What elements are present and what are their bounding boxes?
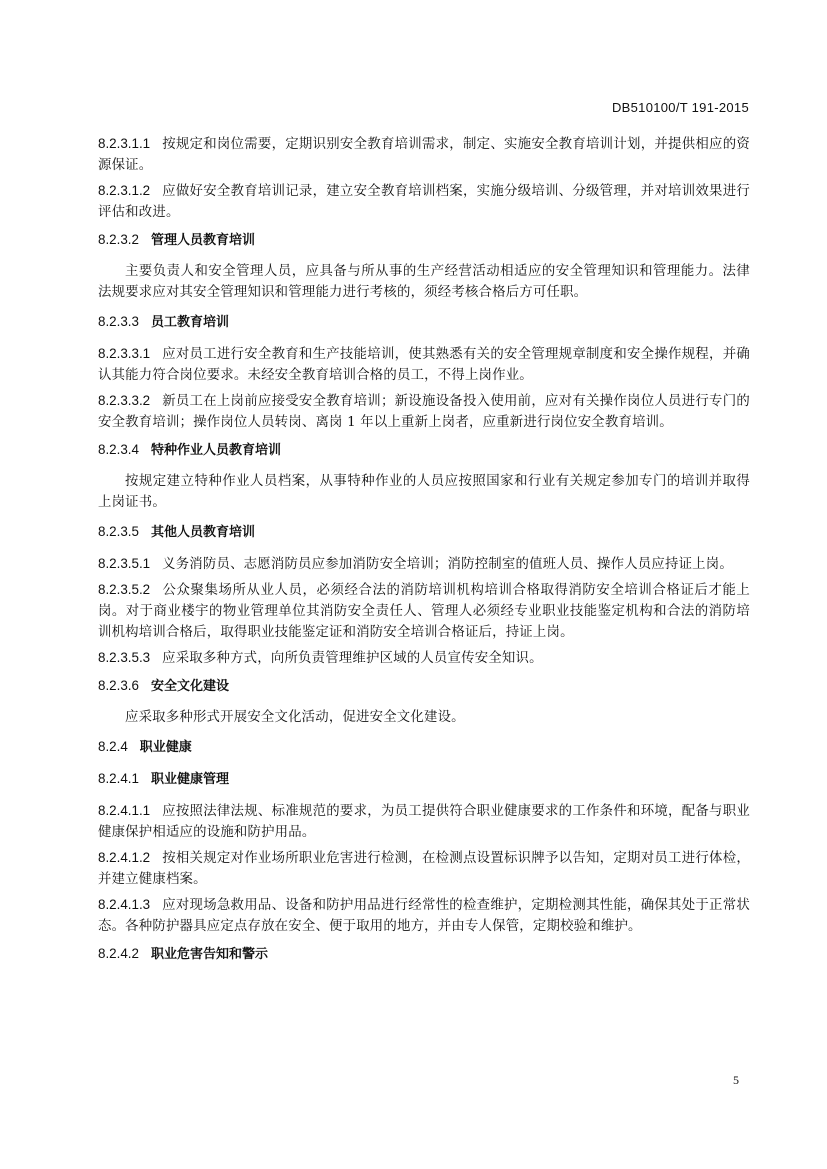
heading-number: 8.2.3.6 bbox=[98, 678, 139, 693]
heading-number: 8.2.4 bbox=[98, 739, 128, 754]
heading-title: 职业危害告知和警示 bbox=[150, 947, 268, 962]
body-paragraph: 按规定建立特种作业人员档案，从事特种作业的人员应按照国家和行业有关规定参加专门的培训并取得上岗证书。 bbox=[98, 474, 750, 510]
clause-8-2-3-3-1 bbox=[98, 343, 750, 386]
section-heading-8-2-3-3 bbox=[98, 311, 750, 333]
body-paragraph: 主要负责人和安全管理人员，应具备与所从事的生产经营活动相适应的安全管理知识和管理能力。法律法规要求应对其安全管理知识和管理能力进行考核的，须经考核合格后方可任职。 bbox=[98, 264, 750, 300]
section-heading-8-2-3-5 bbox=[98, 521, 750, 543]
clause-text: 义务消防员、志愿消防员应参加消防安全培训；消防控制室的值班人员、操作人员应持证上岗。 bbox=[162, 557, 733, 572]
clause-8-2-4-1-1 bbox=[98, 800, 750, 843]
heading-number: 8.2.3.4 bbox=[98, 442, 139, 457]
clause-number: 8.2.3.1.1 bbox=[98, 136, 151, 151]
clause-text: 应对现场急救用品、设备和防护用品进行经常性的检查维护，定期检测其性能，确保其处于正常状态。各种防护器具应定点存放在安全、便于取用的地方，并由专人保管，定期校验和维护。 bbox=[98, 898, 750, 934]
document-body bbox=[98, 133, 750, 975]
heading-number: 8.2.3.3 bbox=[98, 314, 139, 329]
section-heading-8-2-4 bbox=[98, 736, 750, 758]
clause-text: 按相关规定对作业场所职业危害进行检测，在检测点设置标识牌予以告知，定期对员工进行体检，并建立健康档案。 bbox=[98, 851, 750, 887]
clause-number: 8.2.3.3.1 bbox=[98, 346, 151, 361]
header-rule bbox=[98, 124, 749, 125]
clause-text: 应按照法律法规、标准规范的要求，为员工提供符合职业健康要求的工作条件和环境，配备与职业健康保护相适应的设施和防护用品。 bbox=[98, 804, 750, 840]
clause-number: 8.2.3.5.3 bbox=[98, 650, 151, 665]
clause-8-2-3-1-2 bbox=[98, 180, 750, 223]
heading-title: 管理人员教育培训 bbox=[150, 233, 255, 248]
heading-title: 安全文化建设 bbox=[150, 679, 229, 694]
clause-8-2-3-3-2 bbox=[98, 390, 750, 433]
clause-text: 应对员工进行安全教育和生产技能培训，使其熟悉有关的安全管理规章制度和安全操作规程，并确认其能力符合岗位要求。未经安全教育培训合格的员工，不得上岗作业。 bbox=[98, 347, 750, 383]
clause-text: 应采取多种方式，向所负责管理维护区域的人员宣传安全知识。 bbox=[162, 651, 543, 666]
heading-number: 8.2.3.2 bbox=[98, 232, 139, 247]
clause-number: 8.2.3.1.2 bbox=[98, 183, 151, 198]
clause-8-2-3-5-2 bbox=[98, 579, 750, 643]
section-heading-8-2-3-4 bbox=[98, 439, 750, 461]
clause-text: 新员工在上岗前应接受安全教育培训；新设施设备投入使用前，应对有关操作岗位人员进行专门的安全教育培训；操作岗位人员转岗、离岗 1 年以上重新上岗者，应重新进行岗位安全教育培训。 bbox=[98, 394, 750, 430]
clause-8-2-3-5-3 bbox=[98, 647, 750, 669]
clause-number: 8.2.4.1.1 bbox=[98, 803, 151, 818]
clause-number: 8.2.3.3.2 bbox=[98, 393, 151, 408]
clause-8-2-4-1-2 bbox=[98, 847, 750, 890]
clause-8-2-3-1-1 bbox=[98, 133, 750, 176]
section-heading-8-2-3-6 bbox=[98, 675, 750, 697]
clause-text: 按规定和岗位需要，定期识别安全教育培训需求，制定、实施安全教育培训计划，并提供相应的资源保证。 bbox=[98, 137, 750, 173]
clause-text: 应做好安全教育培训记录，建立安全教育培训档案，实施分级培训、分级管理，并对培训效果进行评估和改进。 bbox=[98, 184, 750, 220]
heading-title: 员工教育培训 bbox=[150, 315, 229, 330]
clause-8-2-3-5-1 bbox=[98, 553, 750, 575]
heading-title: 职业健康 bbox=[139, 740, 192, 755]
clause-number: 8.2.3.5.2 bbox=[98, 582, 151, 597]
document-code: DB510100/T 191-2015 bbox=[611, 100, 749, 115]
heading-number: 8.2.4.1 bbox=[98, 771, 139, 786]
clause-text: 公众聚集场所从业人员，必须经合法的消防培训机构培训合格取得消防安全培训合格证后才能上岗。对于商业楼宇的物业管理单位其消防安全责任人、管理人必须经专业职业技能鉴定机构和合法的消防培训机构培训合格后，取得职业技能鉴定证和消防安全培训合格证后，持证上岗。 bbox=[98, 583, 750, 640]
heading-number: 8.2.3.5 bbox=[98, 524, 139, 539]
clause-number: 8.2.4.1.2 bbox=[98, 850, 151, 865]
section-heading-8-2-4-1 bbox=[98, 768, 750, 790]
section-heading-8-2-4-2 bbox=[98, 943, 750, 965]
clause-8-2-4-1-3 bbox=[98, 894, 750, 937]
body-paragraph: 应采取多种形式开展安全文化活动，促进安全文化建设。 bbox=[125, 710, 465, 725]
heading-number: 8.2.4.2 bbox=[98, 946, 139, 961]
heading-title: 其他人员教育培训 bbox=[150, 525, 255, 540]
clause-number: 8.2.3.5.1 bbox=[98, 556, 151, 571]
clause-number: 8.2.4.1.3 bbox=[98, 897, 151, 912]
heading-title: 特种作业人员教育培训 bbox=[150, 443, 281, 458]
section-heading-8-2-3-2 bbox=[98, 229, 750, 251]
page-number: 5 bbox=[733, 1073, 739, 1087]
heading-title: 职业健康管理 bbox=[150, 772, 229, 787]
